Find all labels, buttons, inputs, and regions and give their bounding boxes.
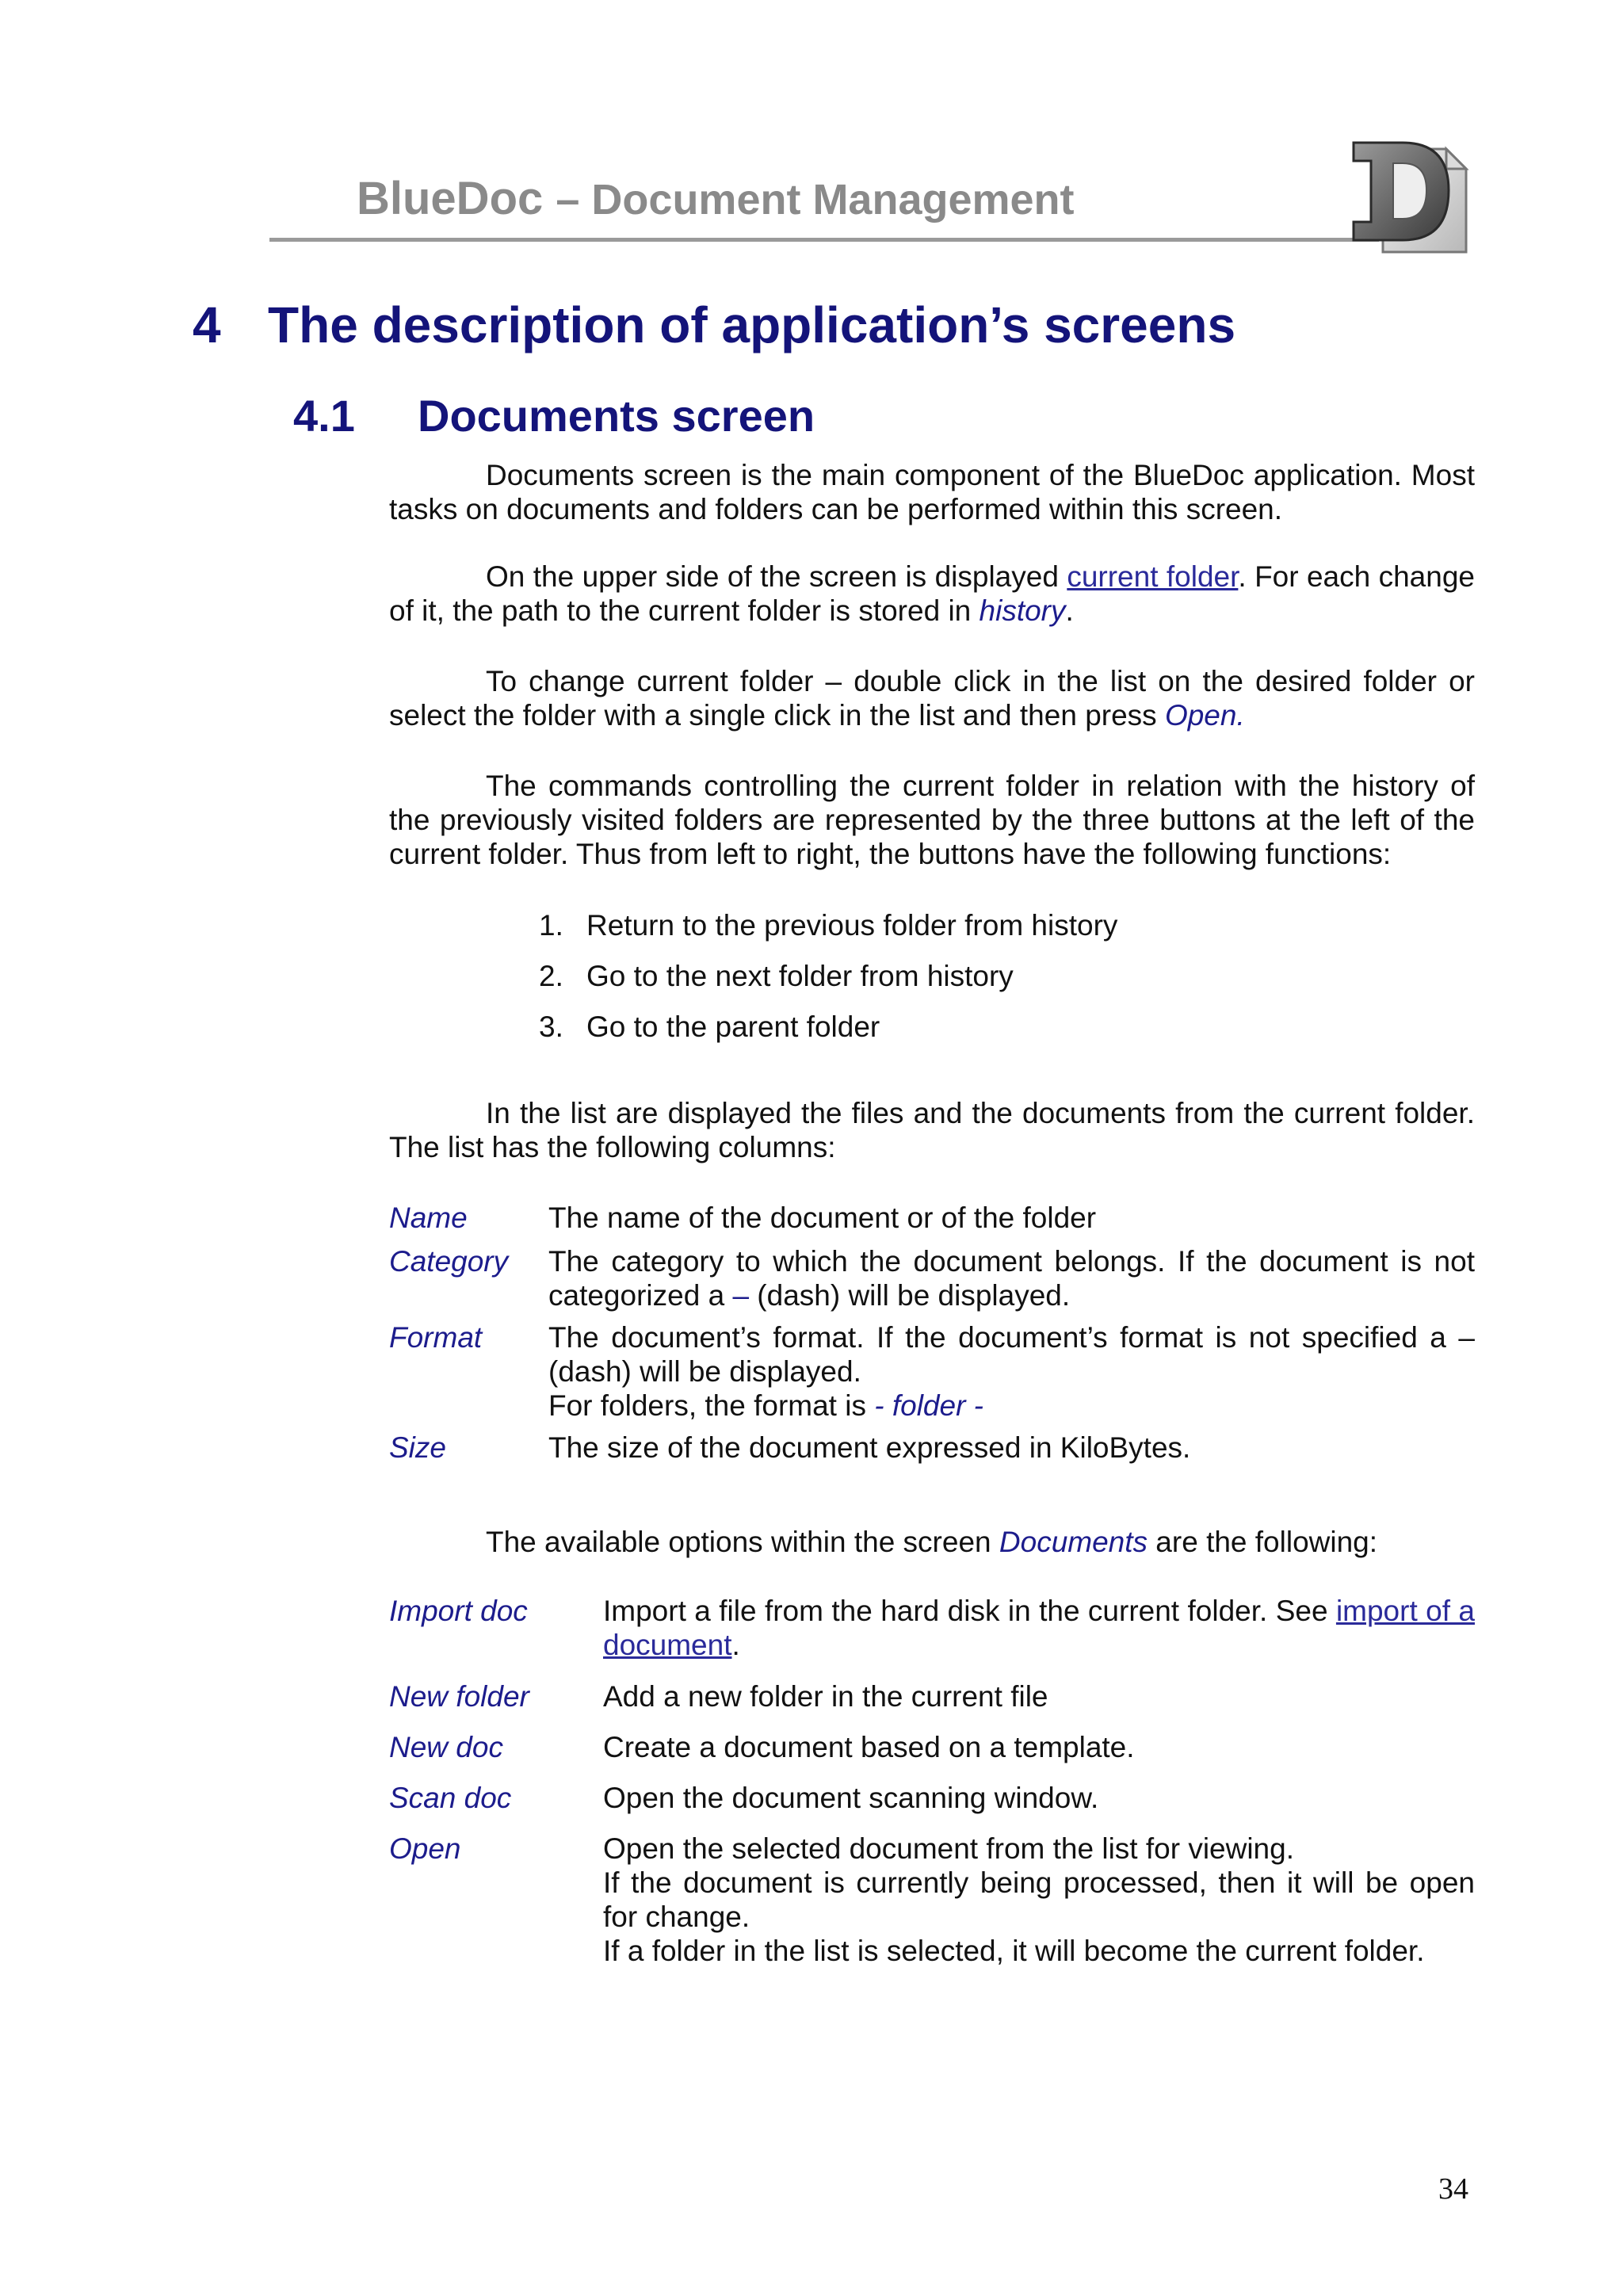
intro-paragraph: Documents screen is the main component of the BlueDoc application. Most tasks on documents and folders can be performed within this screen. [389, 459, 1475, 525]
bluedoc-d-logo-icon [1347, 133, 1474, 256]
column-term-name: Name [389, 1201, 468, 1234]
current-folder-paragraph: On the upper side of the screen is displayed current folder. For each change of it, the path to the current folder is stored in history. [389, 560, 1475, 627]
header-brand: BlueDoc [357, 173, 544, 224]
list-item: 2. Go to the next folder from history [539, 960, 1014, 992]
option-term-new-folder: New folder [389, 1680, 529, 1713]
list-columns-paragraph: In the list are displayed the files and the documents from the current folder. The list has the following columns: [389, 1097, 1475, 1163]
section-number: 4.1 [293, 391, 355, 441]
list-item: 1. Return to the previous folder from history [539, 909, 1118, 942]
header-rule [269, 238, 1379, 242]
column-desc-format: The document’s format. If the document’s format is not specified a – (dash) will be displayed. For folders, the format is - folder - [548, 1321, 1475, 1422]
option-term-open: Open [389, 1832, 461, 1865]
option-desc-new-doc: Create a document based on a template. [603, 1731, 1135, 1763]
column-term-category: Category [389, 1245, 509, 1278]
chapter-title: The description of application’s screens [268, 296, 1236, 353]
option-term-import-doc: Import doc [389, 1595, 528, 1627]
column-desc-name: The name of the document or of the folder [548, 1201, 1097, 1234]
option-desc-import-doc: Import a file from the hard disk in the current folder. See import of a document. [603, 1595, 1475, 1661]
options-intro-paragraph: The available options within the screen Documents are the following: [486, 1526, 1378, 1558]
column-desc-category: The category to which the document belongs. If the document is not categorized a – (dash) will be displayed. [548, 1245, 1475, 1312]
option-desc-scan-doc: Open the document scanning window. [603, 1782, 1099, 1814]
option-term-new-doc: New doc [389, 1731, 503, 1763]
list-item: 3. Go to the parent folder [539, 1010, 880, 1043]
section-heading [293, 391, 815, 441]
option-desc-new-folder: Add a new folder in the current file [603, 1680, 1048, 1713]
column-term-format: Format [389, 1321, 483, 1354]
history-commands-paragraph: The commands controlling the current folder in relation with the history of the previously visited folders are represented by the three buttons at the left of the current folder. Thus from left to right, the buttons have the following functions: [389, 770, 1475, 870]
option-desc-open: Open the selected document from the list for viewing. If the document is currently being processed, then it will be open for change. If a folder in the list is selected, it will become the current folder. [603, 1832, 1475, 1967]
chapter-number: 4 [193, 296, 221, 353]
option-term-scan-doc: Scan doc [389, 1782, 512, 1814]
current-folder-link[interactable]: current folder [1067, 560, 1239, 593]
header-subtitle: – Document Management [556, 176, 1075, 223]
change-folder-paragraph: To change current folder – double click in the list on the desired folder or select the folder with a single click in the list and then press Open. [389, 665, 1475, 732]
history-term: history [979, 594, 1066, 627]
folder-format-term: - folder - [874, 1389, 984, 1422]
dash-symbol: – [732, 1279, 750, 1312]
section-title: Documents screen [418, 391, 815, 441]
open-term: Open. [1164, 699, 1245, 732]
chapter-heading [193, 296, 1236, 353]
import-document-link[interactable]: import of a document [603, 1595, 1475, 1661]
column-desc-size: The size of the document expressed in KiloBytes. [548, 1431, 1191, 1464]
page-number: 34 [1438, 2172, 1468, 2206]
documents-term: Documents [999, 1526, 1148, 1558]
header-title [357, 173, 1075, 224]
column-term-size: Size [389, 1431, 446, 1464]
